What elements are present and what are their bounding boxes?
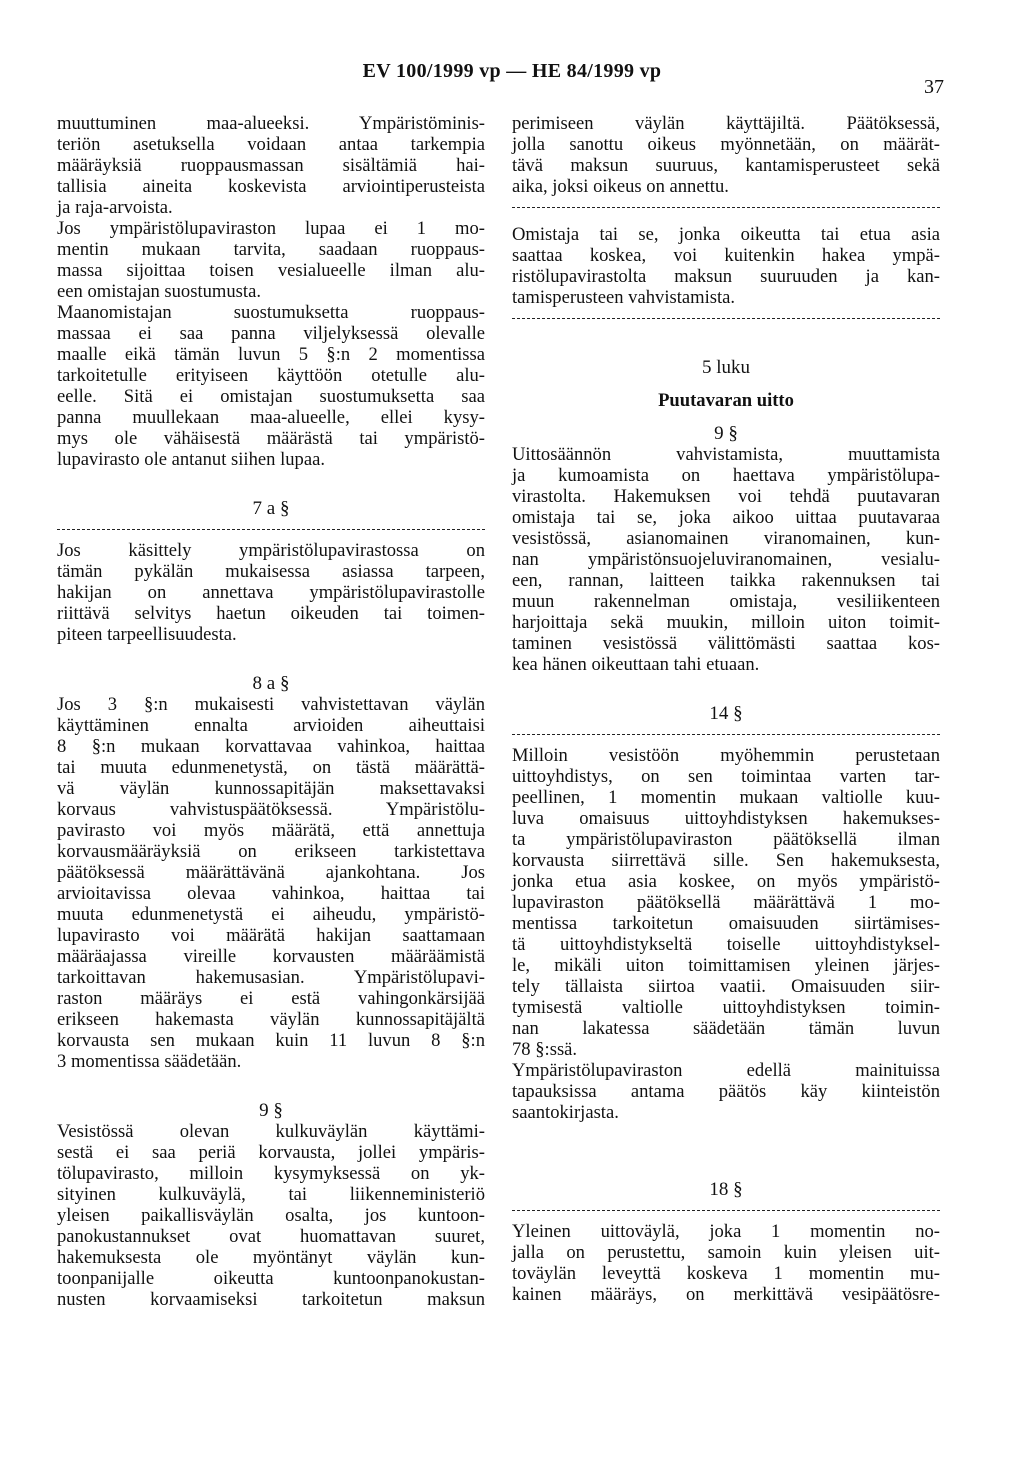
text-line: korvausmääräyksiä on erikseen tarkistettava xyxy=(57,841,485,862)
text-line: maalle eikä tämän luvun 5 §:n 2 momentissa xyxy=(57,344,485,365)
text-line: jalla on perustettu, samoin kuin yleisen uit- xyxy=(512,1242,940,1263)
text-line: pavirasto voi myös määrätä, että annettuja xyxy=(57,820,485,841)
text-line: massaa ei saa panna viljelyksessä olevalle xyxy=(57,323,485,344)
right-text-column xyxy=(512,113,940,1305)
page-header-title: EV 100/1999 vp — HE 84/1999 vp xyxy=(362,60,662,82)
section-heading: 5 luku xyxy=(701,357,751,378)
left-text-column xyxy=(57,113,485,1310)
text-line: perimiseen väylän käyttäjiltä. Päätöksessä, xyxy=(512,113,940,134)
text-line: tallisia aineita koskevista arviointiperusteista xyxy=(57,176,485,197)
text-line: lupavirasto voi määrätä hakijan saattamaan xyxy=(57,925,485,946)
text-line: Yleinen uittoväylä, joka 1 momentin no- xyxy=(512,1221,940,1242)
omitted-text-dashes xyxy=(57,519,485,540)
text-line: tarkoittavan hakemusasian. Ympäristölupavi- xyxy=(57,967,485,988)
text-line: taminen vesistössä välittömästi saattaa kos- xyxy=(512,633,940,654)
text-line: tymisestä valtiolle uittoyhdistyksen toimin- xyxy=(512,997,940,1018)
text-line: aika, joksi oikeus on annettu. xyxy=(512,176,729,197)
text-line: tai muuta edunmenetystä, on tästä määrättä- xyxy=(57,757,485,778)
text-line: ja raja-arvoista. xyxy=(57,197,173,218)
spacer xyxy=(512,675,940,703)
text-line: le, mikäli uiton toimittamisen yleinen järjes- xyxy=(512,955,940,976)
spacer xyxy=(512,1123,940,1151)
text-line: Jos 3 §:n mukaisesti vahvistettavan väylän xyxy=(57,694,485,715)
text-line: nan lakatessa säädetään tämän luvun xyxy=(512,1018,940,1039)
text-line: hakijan on annettava ympäristölupavirastolle xyxy=(57,582,485,603)
spacer xyxy=(57,645,485,673)
omitted-text-dashes xyxy=(512,308,940,329)
text-line: saantokirjasta. xyxy=(512,1102,619,1123)
spacer xyxy=(57,1072,485,1100)
text-line: een omistajan suostumusta. xyxy=(57,281,261,302)
text-line: Ympäristölupaviraston edellä mainituissa xyxy=(512,1060,940,1081)
text-line: Milloin vesistöön myöhemmin perustetaan xyxy=(512,745,940,766)
text-line: tämän pykälän mukaisessa asiassa tarpeen, xyxy=(57,561,485,582)
text-line: Jos käsittely ympäristölupavirastossa on xyxy=(57,540,485,561)
text-line: muuttuminen maa-alueeksi. Ympäristöminis- xyxy=(57,113,485,134)
omitted-text-dashes xyxy=(512,197,940,218)
text-line: tävä maksun suuruus, kantamisperusteet sekä xyxy=(512,155,940,176)
text-line: raston määräys ei estä vahingonkärsijää xyxy=(57,988,485,1009)
text-line: virastolta. Hakemuksen voi tehdä puutavaran xyxy=(512,486,940,507)
section-heading: 8 a § xyxy=(252,673,290,694)
text-line: ja kumoamista on haettava ympäristölupa- xyxy=(512,465,940,486)
text-line: muun rakennelman omistaja, vesiliikenteen xyxy=(512,591,940,612)
omitted-text-dashes xyxy=(512,1200,940,1221)
section-heading: 9 § xyxy=(714,423,738,444)
text-line: eelle. Sitä ei omistajan suostumuksetta saa xyxy=(57,386,485,407)
text-line: mys ole vähäisestä määrästä tai ympäristö- xyxy=(57,428,485,449)
section-heading: 9 § xyxy=(259,1100,283,1121)
text-line: päätöksessä määrättävänä ajankohtana. Jos xyxy=(57,862,485,883)
spacer xyxy=(512,1151,940,1179)
text-line: Jos ympäristölupaviraston lupaa ei 1 mo- xyxy=(57,218,485,239)
text-line: saattaa koskea, voi kuitenkin hakea ympä- xyxy=(512,245,940,266)
text-line: muuta edunmenetystä ei aiheudu, ympäristö- xyxy=(57,904,485,925)
text-line: määräyksiä ruoppausmassan sisältämiä hai- xyxy=(57,155,485,176)
text-line: kainen määräys, on merkittävä vesipäätösre- xyxy=(512,1284,940,1305)
text-line: Maanomistajan suostumuksetta ruoppaus- xyxy=(57,302,485,323)
text-line: vesistössä, asianomainen viranomainen, kun- xyxy=(512,528,940,549)
text-line: harjoittaja sekä muukin, milloin uiton toimit- xyxy=(512,612,940,633)
spacer xyxy=(57,470,485,498)
text-line: massa sijoittaa toisen vesialueelle ilman alu- xyxy=(57,260,485,281)
section-heading: 7 a § xyxy=(252,498,290,519)
text-line: ta ympäristölupaviraston päätöksellä ilman xyxy=(512,829,940,850)
text-line: korvaus vahvistuspäätöksessä. Ympäristölu- xyxy=(57,799,485,820)
text-line: sestä ei saa periä korvausta, jollei ympäris- xyxy=(57,1142,485,1163)
text-line: 3 momentissa säädetään. xyxy=(57,1051,242,1072)
text-line: ristölupavirastolta maksun suuruuden ja kan- xyxy=(512,266,940,287)
text-line: toväylän leveyttä koskeva 1 momentin mu- xyxy=(512,1263,940,1284)
text-line: uittoyhdistys, on sen toimintaa varten tar- xyxy=(512,766,940,787)
text-line: tely tällaista siirtoa vaatii. Omaisuuden siir- xyxy=(512,976,940,997)
text-line: tarkoitetulle erityiseen käyttöön otetulle alu- xyxy=(57,365,485,386)
text-line: tapauksissa antama päätös käy kiinteistön xyxy=(512,1081,940,1102)
text-line: nan ympäristönsuojeluviranomainen, vesialu- xyxy=(512,549,940,570)
text-line: panokustannukset ovat huomattavan suuret, xyxy=(57,1226,485,1247)
text-line: Omistaja tai se, jonka oikeutta tai etua asia xyxy=(512,224,940,245)
text-line: jonka etua asia koskee, on myös ympäristö- xyxy=(512,871,940,892)
spacer xyxy=(512,411,940,423)
text-line: vä väylän kunnossapitäjän maksettavaksi xyxy=(57,778,485,799)
text-line: arvioitavissa olevaa vahinkoa, haittaa tai xyxy=(57,883,485,904)
text-line: Uittosäännön vahvistamista, muuttamista xyxy=(512,444,940,465)
text-line: luva omaisuus uittoyhdistyksen hakemukses- xyxy=(512,808,940,829)
text-line: erikseen hakemasta väylän kunnossapitäjältä xyxy=(57,1009,485,1030)
text-line: tölupavirasto, milloin kysymyksessä on yk- xyxy=(57,1163,485,1184)
section-heading: 18 § xyxy=(709,1179,743,1200)
text-line: jolla sanottu oikeus myönnetään, on määrät- xyxy=(512,134,940,155)
text-line: 78 §:ssä. xyxy=(512,1039,578,1060)
text-line: lupaviraston päätöksellä määrättävä 1 mo- xyxy=(512,892,940,913)
text-line: nusten korvaamiseksi tarkoitetun maksun xyxy=(57,1289,485,1310)
text-line: toonpanijalle oikeutta kuntoonpanokustan- xyxy=(57,1268,485,1289)
text-line: korvausta sen mukaan kuin 11 luvun 8 §:n xyxy=(57,1030,485,1051)
text-line: korvausta siirrettävä sille. Sen hakemuksesta, xyxy=(512,850,940,871)
chapter-title: Puutavaran uitto xyxy=(658,390,794,411)
section-heading: 14 § xyxy=(709,703,743,724)
spacer xyxy=(512,329,940,357)
text-line: riittävä selvitys haetun oikeuden tai toimen- xyxy=(57,603,485,624)
text-line: Vesistössä olevan kulkuväylän käyttämi- xyxy=(57,1121,485,1142)
text-line: hakemuksesta ole myöntänyt väylän kun- xyxy=(57,1247,485,1268)
text-line: tamisperusteen vahvistamista. xyxy=(512,287,736,308)
text-line: kea hänen oikeuttaan tahi etuaan. xyxy=(512,654,760,675)
text-line: määräajassa vireille korvausten määräämistä xyxy=(57,946,485,967)
text-line: peellinen, 1 momentin mukaan valtiolle kuu- xyxy=(512,787,940,808)
omitted-text-dashes xyxy=(512,724,940,745)
page-number: 37 xyxy=(924,76,944,98)
text-line: lupavirasto ole antanut siihen lupaa. xyxy=(57,449,325,470)
text-line: mentissa tarkoitetun omaisuuden siirtämises- xyxy=(512,913,940,934)
text-line: omistaja tai se, joka aikoo uittaa puutavaraa xyxy=(512,507,940,528)
text-line: yleisen paikallisväylän osalta, jos kuntoon- xyxy=(57,1205,485,1226)
text-line: een, rannan, laitteen taikka rakennuksen tai xyxy=(512,570,940,591)
text-line: teriön asetuksella voidaan antaa tarkempia xyxy=(57,134,485,155)
text-line: mentin mukaan tarvita, saadaan ruoppaus- xyxy=(57,239,485,260)
text-line: 8 §:n mukaan korvattavaa vahinkoa, haittaa xyxy=(57,736,485,757)
text-line: sityinen kulkuväylä, tai liikenneministeriö xyxy=(57,1184,485,1205)
text-line: piteen tarpeellisuudesta. xyxy=(57,624,237,645)
spacer xyxy=(512,378,940,390)
text-line: panna muullekaan maa-alueelle, ellei kysy- xyxy=(57,407,485,428)
text-line: tä uittoyhdistykseltä toiselle uittoyhdistyksel- xyxy=(512,934,940,955)
text-line: käyttäminen ennalta arvioiden aiheuttaisi xyxy=(57,715,485,736)
